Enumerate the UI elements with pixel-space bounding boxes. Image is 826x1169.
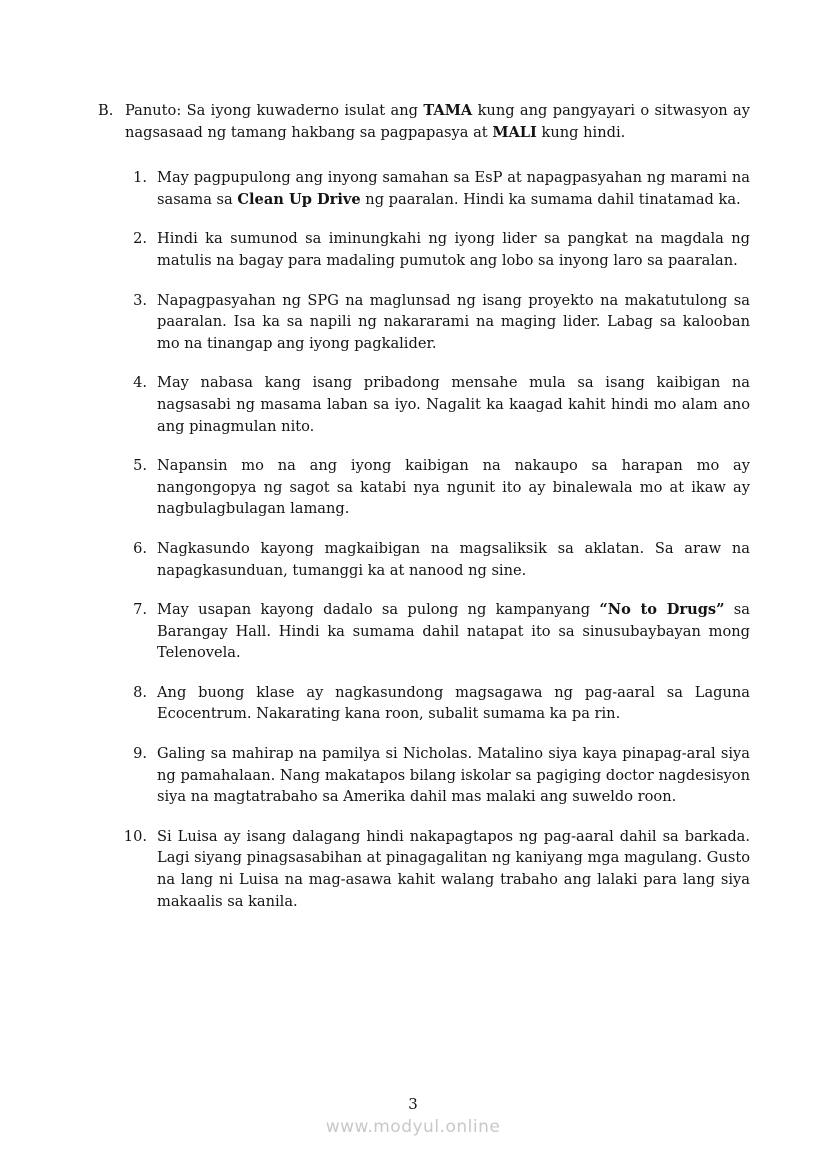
- list-item-text: [157, 743, 750, 808]
- page-number: 3: [408, 1095, 418, 1113]
- plain-text: Panuto: Sa iyong kuwaderno isulat ang: [125, 102, 424, 119]
- list-item: [110, 743, 750, 808]
- plain-text: Napansin mo na ang iyong kaibigan na nakaupo sa harapan mo ay nangongopya ng sagot sa katabi nya ngunit ito ay binalewala mo at ikaw ay nagbulagbulagan lamang.: [157, 457, 750, 518]
- list-item-number: 7.: [133, 601, 147, 619]
- list-item: [110, 826, 750, 912]
- plain-text: Ang buong klase ay nagkasundong magsagawa ng pag-aaral sa Laguna Ecocentrum. Nakarating kana roon, subalit sumama ka pa rin.: [157, 683, 750, 723]
- list-item: [110, 682, 750, 725]
- plain-text: Hindi ka sumunod sa iminungkahi ng iyong lider sa pangkat na magdala ng matulis na bagay para madaling pumutok ang lobo sa inyong laro sa paaralan.: [157, 230, 750, 269]
- section-instruction: [125, 100, 750, 143]
- list-item: [110, 290, 750, 355]
- list-item-number: 10.: [123, 827, 147, 845]
- plain-text: Galing sa mahirap na pamilya si Nicholas. Matalino siya kaya pinapag-aral siya ng pamahalaan. Nang makatapos bilang iskolar sa pagiging doctor nagdesisyon siya na magtatrabaho sa Amerika dahil mas malaki ang suweldo roon.: [157, 745, 750, 806]
- list-item-number: 4.: [133, 374, 147, 392]
- plain-text: May pagpupulong ang inyong samahan sa EsP at napagpasyahan ng marami na sasama sa: [157, 169, 750, 208]
- page-content: [98, 100, 750, 930]
- list-item-number: 5.: [133, 457, 147, 475]
- list-item-text: [157, 455, 750, 520]
- list-item-text: [157, 826, 750, 912]
- plain-text: Si Luisa ay isang dalagang hindi nakapagtapos ng pag-aaral dahil sa barkada. Lagi siyang pinagsasabihan at pinagagalitan ng kaniyang mga magulang. Gusto na lang ni Luisa na mag-asawa kahit walang trabaho ang lalaki para lang siya makaalis sa kanila.: [157, 827, 750, 910]
- plain-text: Nagkasundo kayong magkaibigan na magsaliksik sa aklatan. Sa araw na napagkasunduan, tumanggi ka at nanood ng sine.: [157, 539, 750, 579]
- list-item: [110, 372, 750, 437]
- plain-text: kung ang pangyayari o sitwasyon ay nagsasaad ng tamang hakbang sa pagpapasya at: [125, 102, 750, 141]
- plain-text: Napagpasyahan ng SPG na maglunsad ng isang proyekto na makatutulong sa paaralan. Isa ka sa napili ng nakararami na maging lider. Labag sa kalooban mo na tinangap ang iyong pagkalider.: [157, 291, 750, 352]
- plain-text: ng paaralan. Hindi ka sumama dahil tinatamad ka.: [360, 190, 741, 208]
- list-item-text: [157, 599, 750, 664]
- list-item: [110, 228, 750, 271]
- list-item-number: 6.: [133, 539, 147, 557]
- list-item-number: 9.: [133, 745, 147, 763]
- list-item-number: 2.: [133, 230, 147, 248]
- list-item: [110, 538, 750, 581]
- plain-text: kung hindi.: [536, 123, 626, 141]
- numbered-list: [98, 167, 750, 912]
- bold-text: MALI: [492, 123, 537, 141]
- list-item-text: [157, 290, 750, 355]
- plain-text: May nabasa kang isang pribadong mensahe mula sa isang kaibigan na nagsasabi ng masama laban sa iyo. Nagalit ka kaagad kahit hindi mo alam ano ang pinagmulan nito.: [157, 374, 750, 435]
- bold-text: TAMA: [423, 102, 473, 119]
- list-item-text: [157, 682, 750, 725]
- list-item: [110, 167, 750, 210]
- bold-text: Clean Up Drive: [237, 190, 361, 208]
- list-item-number: 8.: [133, 683, 147, 701]
- list-item: [110, 599, 750, 664]
- bold-text: “No to Drugs”: [599, 601, 725, 619]
- watermark-text: www.modyul.online: [325, 1117, 501, 1137]
- section-header: [98, 100, 750, 143]
- list-item-text: [157, 228, 750, 271]
- list-item-number: 3.: [133, 291, 147, 309]
- plain-text: sa Barangay Hall. Hindi ka sumama dahil natapat ito sa sinusubaybayan mong Telenovela.: [157, 601, 750, 662]
- section-label: B.: [98, 102, 114, 119]
- plain-text: May usapan kayong dadalo sa pulong ng kampanyang: [157, 601, 600, 619]
- list-item-text: [157, 167, 750, 210]
- list-item: [110, 455, 750, 520]
- list-item-number: 1.: [133, 169, 147, 187]
- list-item-text: [157, 372, 750, 437]
- list-item-text: [157, 538, 750, 581]
